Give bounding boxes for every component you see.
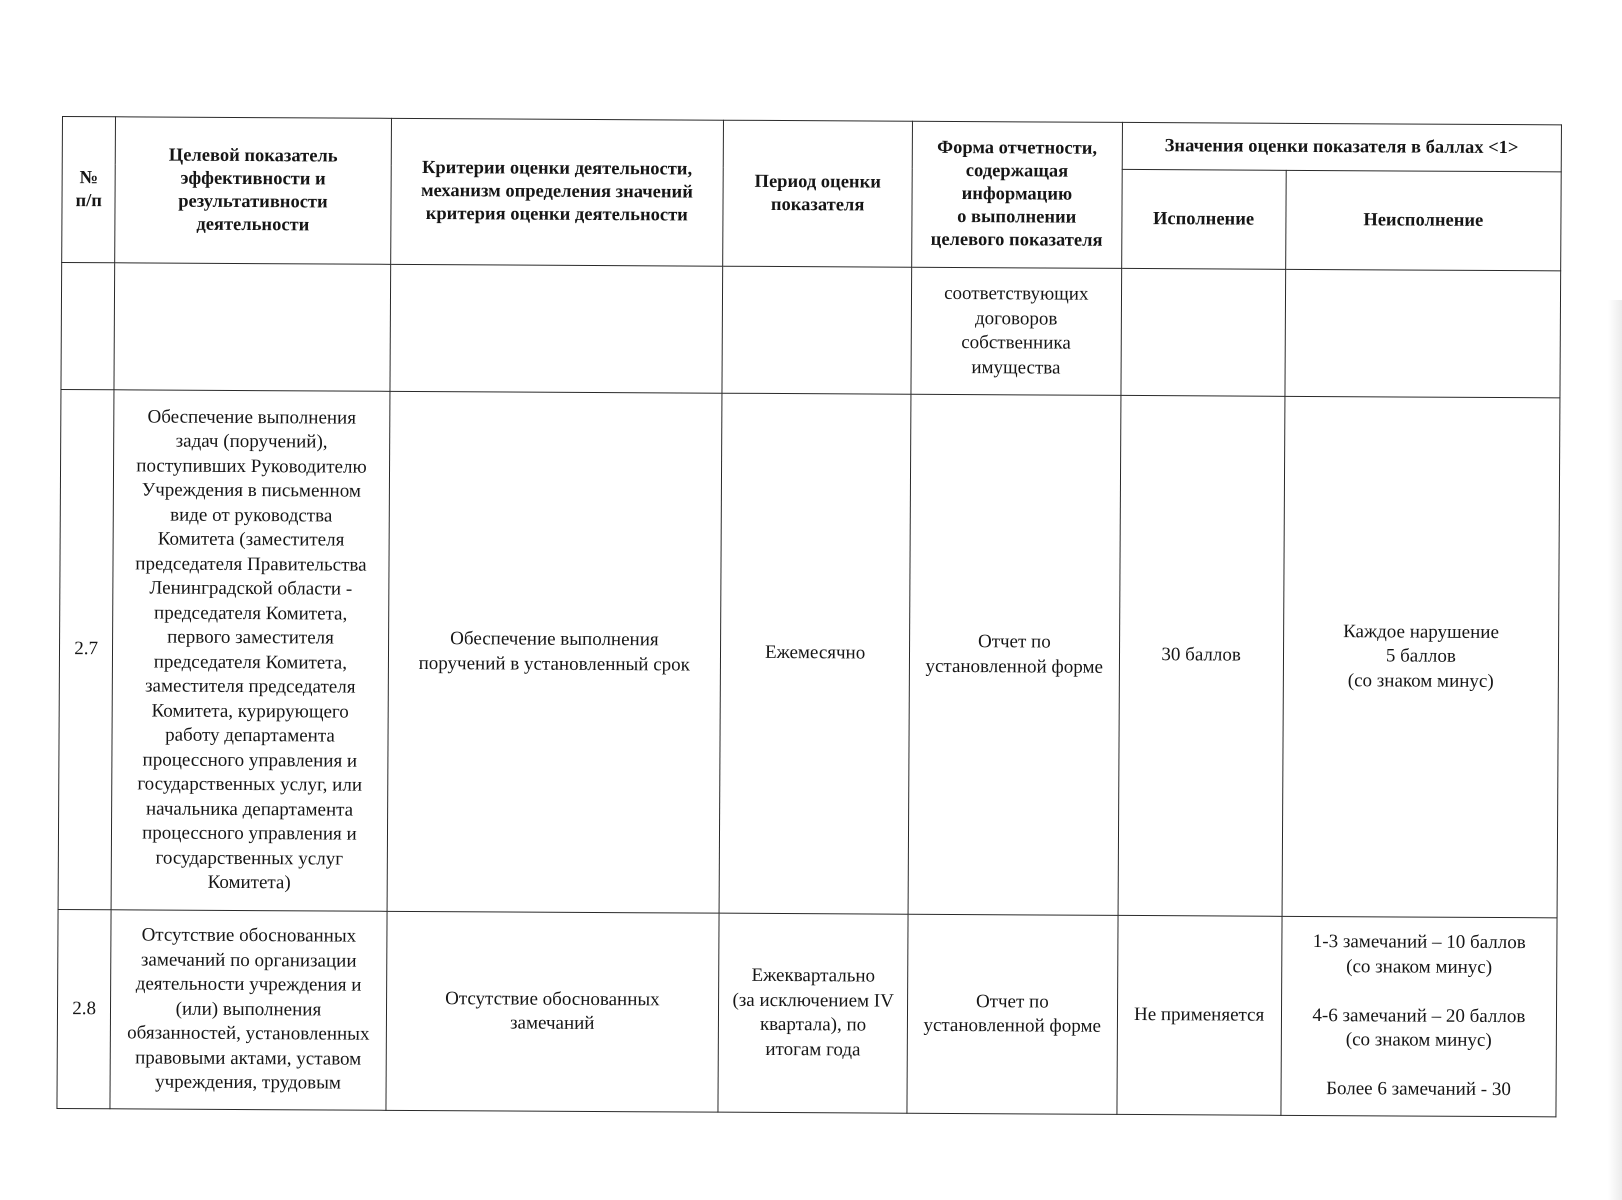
cell-period: Ежеквартально (за исключением IV квартала), по итогам года [718,913,908,1113]
header-not-fulfilled: Неисполнение [1285,170,1561,271]
cell-fulfilled [1120,268,1285,396]
cell-num [61,263,115,390]
header-score-group: Значения оценки показателя в баллах <1> [1122,122,1562,171]
cell-criteria: Отсутствие обоснованных замечаний [385,911,719,1112]
cell-period [722,266,912,394]
cell-fulfilled: 30 баллов [1118,395,1285,916]
cell-report-form: Отчет по установленной форме [908,394,1120,915]
header-fulfilled: Исполнение [1121,169,1286,269]
table-row-continuation [61,263,1561,398]
cell-fulfilled: Не применяется [1116,915,1281,1115]
cell-report-form: Отчет по установленной форме [907,914,1118,1114]
cell-num: 2.8 [57,909,111,1108]
cell-criteria [389,264,722,393]
cell-indicator: Обеспечение выполнения задач (поручений), поступивших Руководителю Учреждения в письменном виде от руководства Комитета (заместителя председателя Правительства Ленинградской области - председателя Комитета, первого заместителя председателя Комитета, заместителя председателя Комитета, курирующего работу департамента процессного управления и государственных услуг, или начальника департамента процессного управления и государственных услуг Комитета) [111,390,389,912]
cell-not-fulfilled: 1-3 замечаний – 10 баллов (со знаком минус) 4-6 замечаний – 20 баллов (со знаком минус) Более 6 замечаний - 30 [1281,916,1557,1117]
scan-edge-shadow [1608,300,1622,1200]
cell-not-fulfilled [1285,269,1561,398]
table-header-row [62,117,1561,172]
cell-not-fulfilled: Каждое нарушение 5 баллов (со знаком минус) [1282,396,1560,918]
header-criteria: Критерии оценки деятельности, механизм определения значений критерия оценки деятельности [390,118,723,266]
cell-report-form: соответствующих договоров собственника имущества [911,267,1121,395]
header-period: Период оценки показателя [723,120,913,267]
header-indicator: Целевой показатель эффективности и результативности деятельности [115,117,391,265]
cell-criteria: Обеспечение выполнения поручений в установленный срок [387,391,723,913]
header-num: № п/п [62,117,116,263]
performance-indicators-table [56,116,1562,1117]
cell-period: Ежемесячно [719,393,911,914]
cell-num: 2.7 [58,389,114,909]
table-row [57,909,1557,1116]
header-report-form: Форма отчетности, содержащая информацию о выполнении целевого показателя [912,121,1122,268]
table-row [58,389,1560,917]
cell-indicator [114,263,390,392]
cell-indicator: Отсутствие обоснованных замечаний по организации деятельности учреждения и (или) выполнения обязанностей, установленных правовыми актами, уставом учреждения, трудовым [110,910,386,1111]
